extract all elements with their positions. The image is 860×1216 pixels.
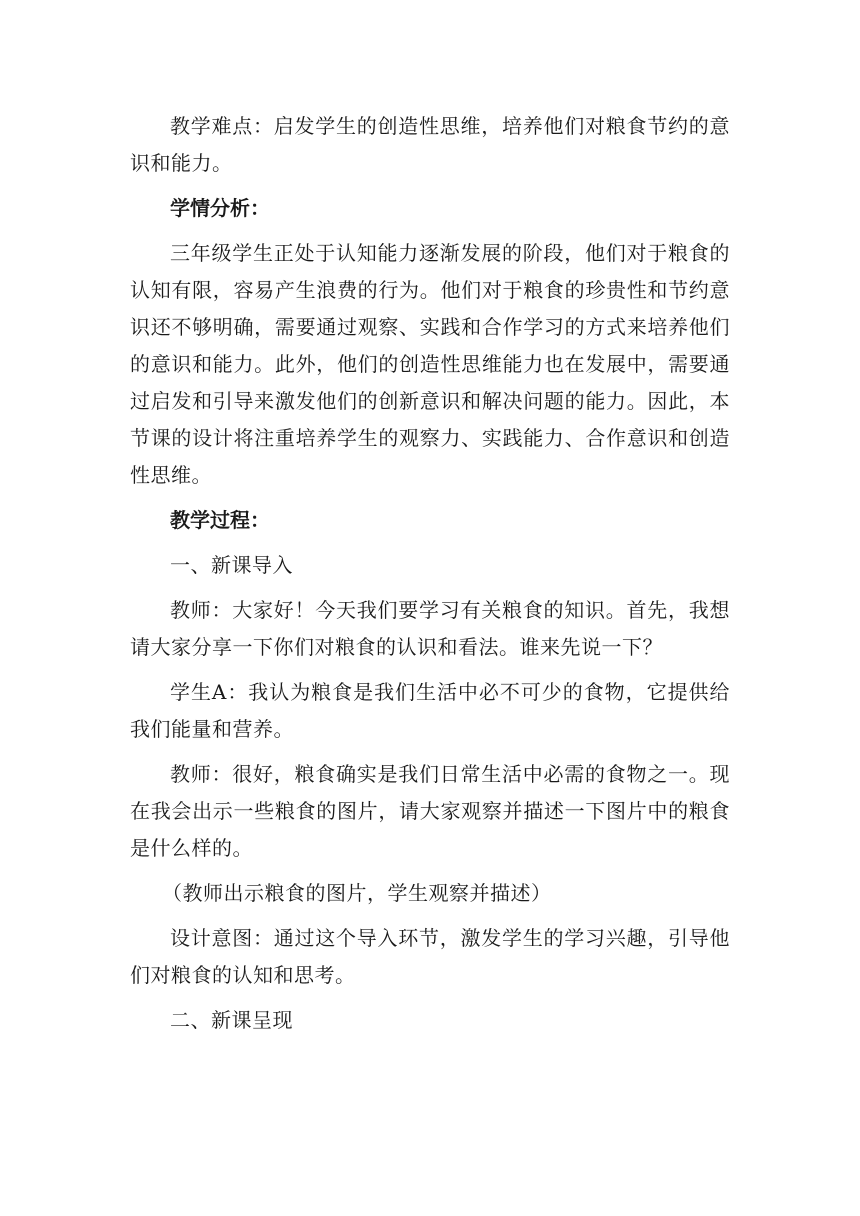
design-intent-paragraph: 设计意图：通过这个导入环节，激发学生的学习兴趣，引导他们对粮食的认知和思考。 <box>130 926 730 987</box>
stage-direction-paragraph: （教师出示粮食的图片，学生观察并描述） <box>162 881 552 905</box>
section-two-title: 二、新课呈现 <box>170 1008 293 1032</box>
learning-analysis-heading: 学情分析： <box>170 196 270 220</box>
learning-analysis-paragraph: 三年级学生正处于认知能力逐渐发展的阶段，他们对于粮食的认知有限，容易产生浪费的行为。他们对于粮食的珍贵性和节约意识还不够明确，需要通过观察、实践和合作学习的方式来培养他们的意识和能力。此外，他们的创造性思维能力也在发展中，需要通过启发和引导来激发他们的创新意识和解决问题的能力。因此，本节课的设计将注重培养学生的观察力、实践能力、合作意识和创造性思维。 <box>130 241 730 487</box>
section-one-title: 一、新课导入 <box>170 553 293 577</box>
teaching-process-heading: 教学过程： <box>170 508 270 532</box>
student-a-paragraph: 学生A：我认为粮食是我们生活中必不可少的食物，它提供给我们能量和营养。 <box>130 680 730 741</box>
document-page <box>130 108 730 1047</box>
teacher-response-paragraph: 教师：很好，粮食确实是我们日常生活中必需的食物之一。现在我会出示一些粮食的图片，请大家观察并描述一下图片中的粮食是什么样的。 <box>130 762 730 860</box>
teacher-intro-paragraph: 教师：大家好！今天我们要学习有关粮食的知识。首先，我想请大家分享一下你们对粮食的认识和看法。谁来先说一下？ <box>130 598 730 659</box>
teaching-difficulty-paragraph: 教学难点：启发学生的创造性思维，培养他们对粮食节约的意识和能力。 <box>130 114 730 175</box>
